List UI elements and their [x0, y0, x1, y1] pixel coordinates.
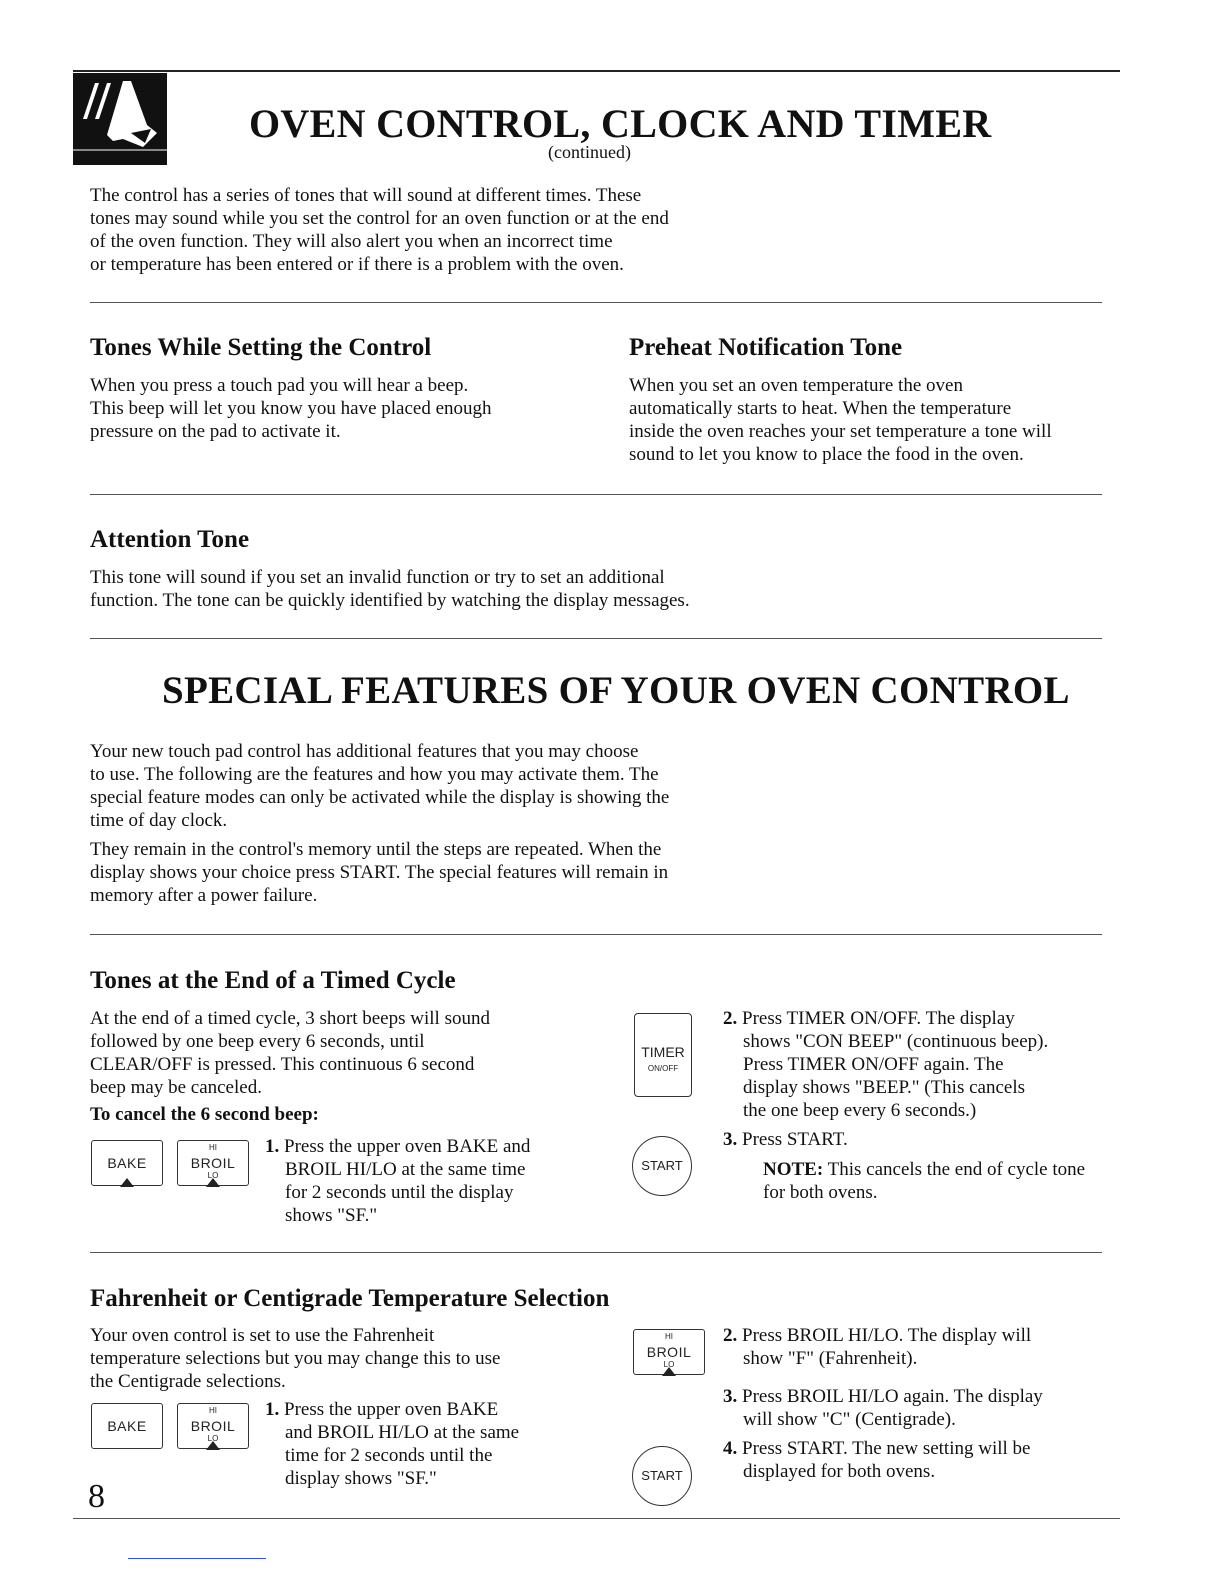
hi-indicator: HI — [209, 1406, 217, 1415]
lo-indicator: LO — [663, 1360, 675, 1369]
note-label: NOTE: — [763, 1159, 824, 1180]
start-pad-icon — [632, 1446, 692, 1506]
step-text: shows "CON BEEP" (continuous beep). — [743, 1031, 1049, 1052]
temp-select-heading: Fahrenheit or Centigrade Temperature Selection — [90, 1285, 610, 1312]
special-para-1 — [90, 740, 669, 832]
step-number: 2. — [723, 1008, 738, 1029]
hi-indicator: HI — [665, 1332, 673, 1341]
step-text: show "F" (Fahrenheit). — [743, 1348, 918, 1369]
page-number: 8 — [88, 1478, 105, 1515]
broil-pad-icon — [633, 1329, 705, 1375]
page-subtitle: (continued) — [548, 142, 631, 162]
timed-cycle-body — [90, 1007, 490, 1099]
body-line: display shows your choice press START. The special features will remain in — [90, 862, 669, 883]
oven-logo-icon — [73, 73, 167, 165]
start-pad-icon — [632, 1136, 692, 1196]
body-line: When you set an oven temperature the oven — [629, 375, 963, 396]
temp-step-3 — [723, 1385, 1043, 1431]
timed-step-1 — [265, 1135, 530, 1227]
body-line: This tone will sound if you set an invalid function or try to set an additional — [90, 567, 665, 588]
bake-pad-icon — [91, 1140, 163, 1186]
top-rule — [73, 70, 1120, 72]
divider — [90, 638, 1102, 639]
step-number: 1. — [265, 1399, 280, 1420]
start-pad-label: START — [641, 1468, 683, 1483]
lo-indicator: LO — [207, 1171, 219, 1180]
attention-heading: Attention Tone — [90, 526, 250, 553]
body-line: They remain in the control's memory until the steps are repeated. When the — [90, 839, 662, 860]
preheat-heading: Preheat Notification Tone — [629, 334, 903, 361]
step-text: Press the upper oven BAKE — [284, 1399, 499, 1420]
footer-accent-rule — [128, 1558, 266, 1559]
timer-pad-sublabel: ON/OFF — [647, 1064, 679, 1073]
arrow-up-icon — [206, 1441, 220, 1450]
body-line: memory after a power failure. — [90, 885, 318, 906]
start-pad-label: START — [641, 1158, 683, 1173]
broil-pad-label: BROIL — [646, 1344, 692, 1360]
step-number: 3. — [723, 1129, 738, 1150]
broil-pad-icon — [177, 1140, 249, 1186]
body-line: Your oven control is set to use the Fahrenheit — [90, 1325, 435, 1346]
body-line: followed by one beep every 6 seconds, until — [90, 1031, 425, 1052]
temp-select-body — [90, 1324, 501, 1393]
body-line: At the end of a timed cycle, 3 short beeps will sound — [90, 1008, 490, 1029]
body-line: time of day clock. — [90, 810, 228, 831]
step-text: Press START. — [742, 1129, 848, 1150]
arrow-up-icon — [120, 1178, 134, 1187]
intro-line: or temperature has been entered or if there is a problem with the oven. — [90, 254, 624, 275]
step-text: the one beep every 6 seconds.) — [743, 1100, 977, 1121]
lo-indicator: LO — [207, 1434, 219, 1443]
bottom-rule — [73, 1518, 1120, 1519]
timer-pad-label: TIMER — [641, 1044, 685, 1060]
hi-indicator: HI — [209, 1143, 217, 1152]
note-text: This cancels the end of cycle tone — [827, 1159, 1086, 1180]
attention-body — [90, 566, 690, 612]
step-text: display shows "BEEP." (This cancels — [743, 1077, 1026, 1098]
step-text: displayed for both ovens. — [743, 1461, 936, 1482]
step-text: Press TIMER ON/OFF. The display — [742, 1008, 1015, 1029]
intro-line: tones may sound while you set the control for an oven function or at the end — [90, 208, 669, 229]
body-line: When you press a touch pad you will hear a beep. — [90, 375, 469, 396]
timed-step-2 — [723, 1007, 1048, 1122]
bake-pad-label: BAKE — [107, 1155, 147, 1171]
body-line: function. The tone can be quickly identified by watching the display messages. — [90, 590, 690, 611]
step-text: display shows "SF." — [285, 1468, 437, 1489]
broil-pad-label: BROIL — [190, 1155, 236, 1171]
temp-step-4 — [723, 1437, 1030, 1483]
tones-setting-body — [90, 374, 492, 443]
step-number: 4. — [723, 1438, 738, 1459]
step-text: will show "C" (Centigrade). — [743, 1409, 956, 1430]
body-line: CLEAR/OFF is pressed. This continuous 6 second — [90, 1054, 475, 1075]
divider — [90, 1252, 1102, 1253]
divider — [90, 302, 1102, 303]
page-title: OVEN CONTROL, CLOCK AND TIMER — [249, 101, 992, 146]
cancel-label: To cancel the 6 second beep: — [90, 1104, 319, 1125]
step-text: Press the upper oven BAKE and — [284, 1136, 531, 1157]
body-line: temperature selections but you may change this to use — [90, 1348, 501, 1369]
body-line: beep may be canceled. — [90, 1077, 262, 1098]
body-line: Your new touch pad control has additional features that you may choose — [90, 741, 639, 762]
step-text: and BROIL HI/LO at the same — [285, 1422, 520, 1443]
body-line: to use. The following are the features and how you may activate them. The — [90, 764, 659, 785]
preheat-body — [629, 374, 1052, 466]
body-line: pressure on the pad to activate it. — [90, 421, 341, 442]
step-text: for 2 seconds until the display — [285, 1182, 514, 1203]
step-number: 2. — [723, 1325, 738, 1346]
body-line: the Centigrade selections. — [90, 1371, 286, 1392]
timer-pad-icon — [634, 1013, 692, 1097]
broil-pad-icon — [177, 1403, 249, 1449]
intro-line: The control has a series of tones that will sound at different times. These — [90, 185, 642, 206]
arrow-up-icon — [662, 1367, 676, 1376]
step-text: Press BROIL HI/LO again. The display — [742, 1386, 1043, 1407]
divider — [90, 494, 1102, 495]
step-number: 1. — [265, 1136, 280, 1157]
broil-pad-label: BROIL — [190, 1418, 236, 1434]
timed-step-3 — [723, 1128, 848, 1151]
step-text: Press TIMER ON/OFF again. The — [743, 1054, 1004, 1075]
arrow-up-icon — [206, 1178, 220, 1187]
special-features-title: SPECIAL FEATURES OF YOUR OVEN CONTROL — [162, 669, 1070, 712]
bake-pad-label: BAKE — [107, 1418, 147, 1434]
body-line: This beep will let you know you have placed enough — [90, 398, 492, 419]
step-number: 3. — [723, 1386, 738, 1407]
timed-note — [743, 1158, 1085, 1204]
timed-cycle-heading: Tones at the End of a Timed Cycle — [90, 967, 456, 994]
divider — [90, 934, 1102, 935]
temp-step-2 — [723, 1324, 1031, 1370]
body-line: automatically starts to heat. When the temperature — [629, 398, 1012, 419]
step-text: BROIL HI/LO at the same time — [285, 1159, 526, 1180]
body-line: sound to let you know to place the food in the oven. — [629, 444, 1024, 465]
temp-step-1 — [265, 1398, 519, 1490]
tones-setting-heading: Tones While Setting the Control — [90, 334, 432, 361]
note-text: for both ovens. — [763, 1182, 878, 1203]
bake-pad-icon — [91, 1403, 163, 1449]
special-para-2 — [90, 838, 668, 907]
intro-line: of the oven function. They will also alert you when an incorrect time — [90, 231, 613, 252]
body-line: special feature modes can only be activated while the display is showing the — [90, 787, 670, 808]
intro-paragraph — [90, 184, 669, 276]
step-text: Press BROIL HI/LO. The display will — [742, 1325, 1032, 1346]
step-text: time for 2 seconds until the — [285, 1445, 493, 1466]
body-line: inside the oven reaches your set temperature a tone will — [629, 421, 1052, 442]
step-text: shows "SF." — [285, 1205, 378, 1226]
step-text: Press START. The new setting will be — [742, 1438, 1031, 1459]
